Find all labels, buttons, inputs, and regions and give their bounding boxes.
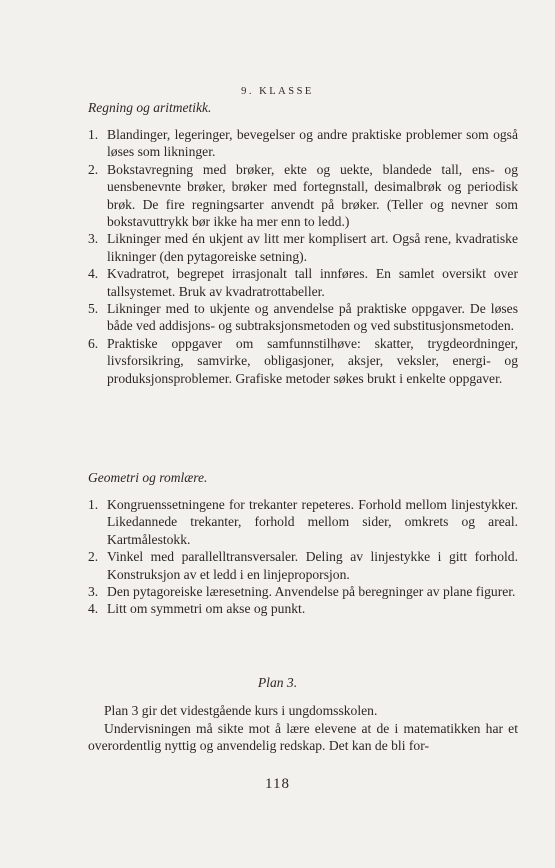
item-text: Likninger med én ukjent av litt mer komplisert art. Også rene, kvadratiske likninger (den pytagoreiske setning). (107, 231, 518, 264)
section-heading-geometry: Geometri og romlære. (88, 470, 208, 485)
list-item (88, 600, 518, 617)
plan-heading (0, 675, 555, 691)
item-number: 1. (88, 127, 99, 142)
item-text: Kongruenssetningene for trekanter repeteres. Forhold mellom linjestykker. Likedannede trekanter, forhold mellom sider, omkrets og areal. Kartmålestokk. (107, 497, 518, 547)
item-number: 1. (88, 497, 99, 512)
running-head: 9. KLASSE (241, 86, 314, 97)
item-text: Litt om symmetri om akse og punkt. (107, 601, 306, 617)
list-item (88, 265, 518, 300)
item-text: Likninger med to ukjente og anvendelse på praktiske oppgaver. De løses både ved addisjons- og subtraksjonsmetoden og ved substitusjonsmetoden. (107, 301, 518, 334)
arithmetic-topic-list (88, 126, 518, 387)
list-item (88, 161, 518, 231)
item-number: 5. (88, 301, 99, 317)
geometry-topic-list (88, 496, 518, 618)
item-number: 2. (88, 549, 99, 565)
list-item (88, 548, 518, 583)
list-item (88, 335, 518, 387)
body-paragraph: Undervisningen må sikte mot å lære elevene at de i matematikken har et overordentlig nyttig og anvendelig redskap. Det kan de bli for- (88, 721, 518, 754)
item-number: 3. (88, 584, 99, 600)
item-text: Blandinger, legeringer, bevegelser og andre praktiske problemer som også løses som likninger. (107, 127, 518, 160)
list-item (88, 300, 518, 335)
plan-title: Plan 3. (257, 675, 298, 690)
list-item (88, 583, 518, 600)
item-text: Bokstavregning med brøker, ekte og uekte, blandede tall, ens- og uensbenevnte brøker, brøker med fortegnstall, desimalbrøk og periodisk brøk. De fire regningsarter anvendt på brøker. (Teller og nevner som bokstavuttrykk bør ikke ha mer enn to ledd.) (107, 161, 518, 230)
item-number: 4. (88, 601, 99, 617)
list-item (88, 496, 518, 548)
item-text: Den pytagoreiske læresetning. Anvendelse på beregninger av plane figurer. (107, 584, 516, 600)
list-item (88, 230, 518, 265)
item-number: 3. (88, 231, 99, 247)
page-number: 118 (265, 776, 290, 792)
list-item (88, 126, 518, 161)
section-heading-arithmetic: Regning og aritmetikk. (88, 100, 212, 115)
item-text: Vinkel med parallelltransversaler. Deling av linjestykke i gitt forhold. Konstruksjon av et ledd i en linjeproporsjon. (107, 549, 518, 582)
item-text: Kvadratrot, begrepet irrasjonalt tall innføres. En samlet oversikt over tallsystemet. Bruk av kvadratrottabeller. (107, 266, 518, 299)
item-number: 2. (88, 161, 99, 177)
item-number: 4. (88, 266, 99, 282)
item-number: 6. (88, 335, 99, 351)
body-paragraph: Plan 3 gir det videstgående kurs i ungdomsskolen. (104, 703, 378, 718)
item-text: Praktiske oppgaver om samfunnstilhøve: skatter, trygdeordninger, livsforsikring, samvirke, obligasjoner, aksjer, veksler, energi- og produksjonsproblemer. Grafiske metoder søkes brukt i enkelte oppgaver. (107, 335, 518, 386)
